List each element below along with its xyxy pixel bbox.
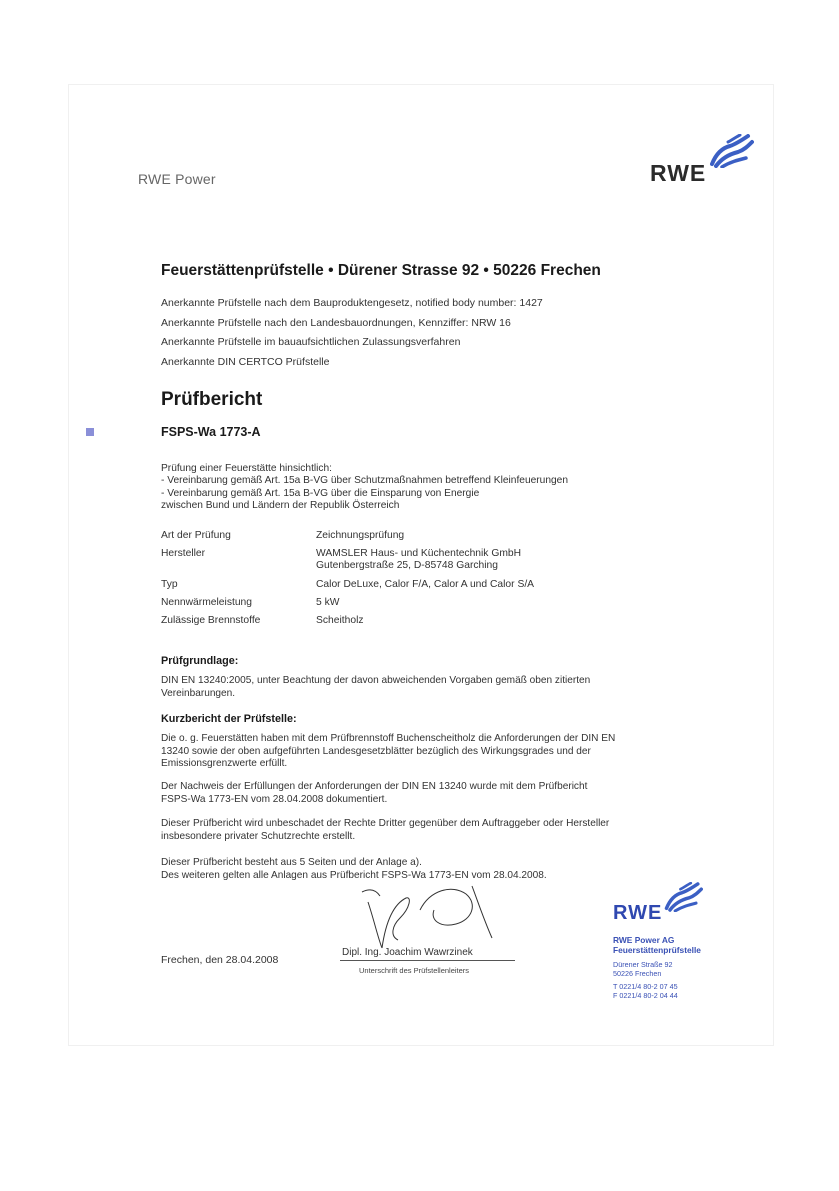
recognition-line: Anerkannte Prüfstelle im bauaufsichtlichen Zulassungsverfahren bbox=[161, 336, 461, 348]
detail-label: Typ bbox=[161, 579, 178, 590]
text-line: Die o. g. Feuerstätten haben mit dem Prüfbrennstoff Buchenscheitholz die Anforderungen der DIN EN bbox=[161, 733, 616, 744]
text-line: Der Nachweis der Erfüllungen der Anforderungen der DIN EN 13240 wurde mit dem Prüfbericht bbox=[161, 781, 588, 792]
signer-caption: Unterschrift des Prüfstellenleiters bbox=[359, 966, 470, 975]
detail-value bbox=[316, 548, 521, 573]
hand-icon bbox=[663, 882, 703, 912]
lab-heading: Feuerstättenprüfstelle • Dürener Strasse 92 • 50226 Frechen bbox=[161, 262, 601, 279]
intro-line: zwischen Bund und Ländern der Republik Österreich bbox=[161, 500, 400, 512]
intro-line: - Vereinbarung gemäß Art. 15a B-VG über die Einsparung von Energie bbox=[161, 487, 480, 499]
recognition-line: Anerkannte DIN CERTCO Prüfstelle bbox=[161, 355, 330, 368]
intro-line: Prüfung einer Feuerstätte hinsichtlich: bbox=[161, 463, 333, 474]
manufacturer-address: Gutenbergstraße 25, D-85748 Garching bbox=[316, 560, 499, 572]
recognition-line: Anerkannte Prüfstelle nach dem Bauproduktengesetz, notified body number: 1427 bbox=[161, 297, 543, 309]
kurzbericht-paragraph bbox=[161, 818, 701, 843]
hand-icon bbox=[708, 134, 754, 168]
section-heading-kurzbericht: Kurzbericht der Prüfstelle: bbox=[161, 713, 297, 725]
stamp-fax: F 0221/4 80-2 04 44 bbox=[613, 990, 678, 1000]
text-line: FSPS-Wa 1773-EN vom 28.04.2008 dokumentiert. bbox=[161, 793, 388, 805]
intro-line: - Vereinbarung gemäß Art. 15a B-VG über Schutzmaßnahmen betreffend Kleinfeuerungen bbox=[161, 475, 568, 487]
stamp-phone: T 0221/4 80-2 07 45 bbox=[613, 981, 678, 991]
stamp-company: RWE Power AG bbox=[613, 935, 675, 945]
text-line: DIN EN 13240:2005, unter Beachtung der davon abweichenden Vorgaben gemäß oben zitierten bbox=[161, 675, 591, 686]
stamp-department: Feuerstättenprüfstelle bbox=[613, 944, 701, 955]
stamp-logo-text: RWE bbox=[613, 902, 663, 924]
detail-value: Zeichnungsprüfung bbox=[316, 530, 405, 541]
detail-label: Zulässige Brennstoffe bbox=[161, 615, 261, 626]
document-title: Prüfbericht bbox=[161, 389, 263, 410]
detail-value: Scheitholz bbox=[316, 615, 364, 626]
text-line: Emissionsgrenzwerte erfüllt. bbox=[161, 758, 288, 769]
stamp-city: 50226 Frechen bbox=[613, 968, 662, 978]
brand-name: RWE Power bbox=[138, 171, 216, 187]
text-line: Dieser Prüfbericht wird unbeschadet der Rechte Dritter gegenüber dem Auftraggeber oder Hersteller bbox=[161, 818, 610, 829]
recognition-line: Anerkannte Prüfstelle nach den Landesbauordnungen, Kennziffer: NRW 16 bbox=[161, 316, 511, 329]
recognition-list bbox=[161, 294, 543, 372]
report-number: FSPS-Wa 1773-A bbox=[161, 425, 261, 439]
intro-text bbox=[161, 463, 568, 513]
pruefgrundlage-text bbox=[161, 675, 701, 700]
place-and-date: Frechen, den 28.04.2008 bbox=[161, 954, 279, 966]
section-heading-pruefgrundlage: Prüfgrundlage: bbox=[161, 655, 239, 667]
stamp-address bbox=[613, 936, 723, 1000]
signature-line bbox=[340, 960, 515, 961]
kurzbericht-paragraph bbox=[161, 857, 701, 882]
text-line: Des weiteren gelten alle Anlagen aus Prüfbericht FSPS-Wa 1773-EN vom 28.04.2008. bbox=[161, 869, 547, 881]
text-line: Dieser Prüfbericht besteht aus 5 Seiten und der Anlage a). bbox=[161, 857, 422, 868]
rwe-logo bbox=[650, 134, 755, 188]
signature-scribble bbox=[360, 880, 510, 950]
detail-label: Hersteller bbox=[161, 548, 206, 559]
logo-text: RWE bbox=[650, 160, 707, 186]
margin-marker bbox=[86, 428, 94, 436]
detail-value: Calor DeLuxe, Calor F/A, Calor A und Calor S/A bbox=[316, 579, 535, 590]
kurzbericht-paragraph bbox=[161, 733, 701, 771]
signer-name: Dipl. Ing. Joachim Wawrzinek bbox=[342, 947, 473, 958]
text-line: Vereinbarungen. bbox=[161, 687, 236, 699]
kurzbericht-paragraph bbox=[161, 781, 701, 806]
text-line: 13240 sowie der oben aufgeführten Landesgesetzblätter bezüglich des Wirkungsgrades und der bbox=[161, 745, 591, 757]
detail-label: Nennwärmeleistung bbox=[161, 597, 253, 608]
detail-value: 5 kW bbox=[316, 597, 340, 608]
detail-label: Art der Prüfung bbox=[161, 530, 231, 541]
stamp-street: Dürener Straße 92 bbox=[613, 959, 673, 969]
text-line: insbesondere privater Schutzrechte erstellt. bbox=[161, 830, 356, 842]
manufacturer-name: WAMSLER Haus- und Küchentechnik GmbH bbox=[316, 548, 522, 559]
